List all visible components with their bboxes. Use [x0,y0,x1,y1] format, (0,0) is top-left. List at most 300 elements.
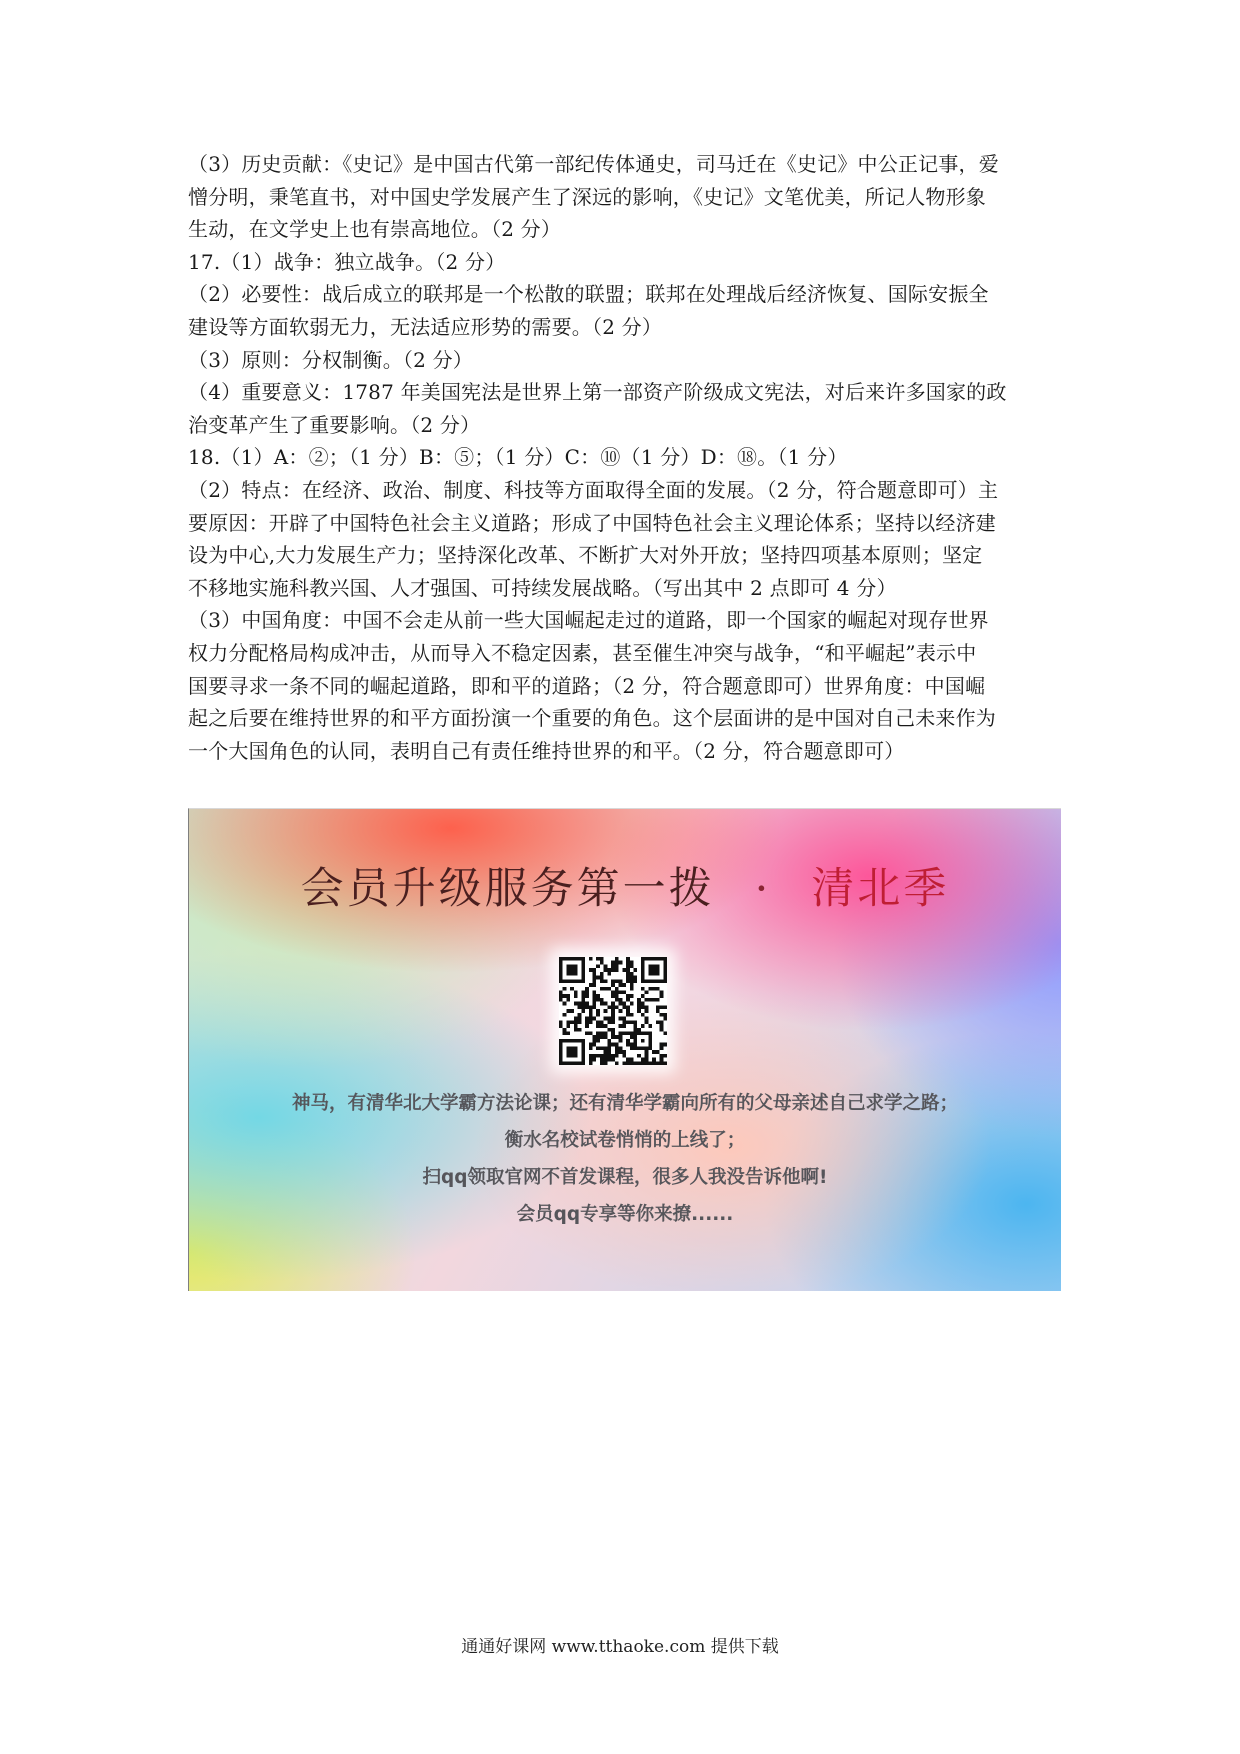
qr-module [566,1009,570,1013]
qr-module [637,1002,641,1006]
qr-module [633,1039,637,1043]
qr-module [660,1061,664,1065]
qr-module [585,987,589,991]
qr-module [633,1028,637,1032]
qr-module [596,1024,600,1028]
answer-line: 设为中心,大力发展生产力；坚持深化改革、不断扩大对外开放；坚持四项基本原则；坚定 [188,543,983,568]
qr-module [619,1009,623,1013]
qr-module [574,979,578,983]
qr-module [604,1046,608,1050]
qr-module [611,991,615,995]
qr-module [626,1005,630,1009]
qr-module [566,957,570,961]
qr-module [645,957,649,961]
qr-module [633,1020,637,1024]
qr-module [641,1031,645,1035]
qr-module [656,979,660,983]
qr-module [663,979,667,983]
qr-module [641,1005,645,1009]
qr-module [656,968,660,972]
answer-line: （2）必要性：战后成立的联邦是一个松散的联盟；联邦在处理战后经济恢复、国际安振全 [188,282,989,307]
qr-module [622,1054,626,1058]
qr-module [652,957,656,961]
qr-module [656,1061,660,1065]
qr-module [559,1024,563,1028]
qr-module [607,1043,611,1047]
qr-module [593,1035,597,1039]
qr-module [559,1043,563,1047]
qr-module [570,957,574,961]
qr-module [581,964,585,968]
qr-module [600,1054,604,1058]
qr-module [563,979,567,983]
promo-line: 会员qq专享等你来撩...... [516,1204,734,1225]
qr-module [604,968,608,972]
qr-module [615,994,619,998]
qr-module [611,1005,615,1009]
qr-module [604,1002,608,1006]
qr-module [574,968,578,972]
qr-module [641,1046,645,1050]
answer-line: 生动，在文学史上也有崇高地位。（2 分） [188,217,562,242]
qr-module [574,972,578,976]
promo-line: 扫qq领取官网不首发课程，很多人我没告诉他啊! [422,1167,828,1188]
qr-module [574,1039,578,1043]
qr-module [611,968,615,972]
qr-module [626,976,630,980]
qr-module [660,1054,664,1058]
qr-module [637,998,641,1002]
qr-module [611,1043,615,1047]
qr-module [607,1020,611,1024]
qr-module [566,964,570,968]
qr-module [656,964,660,968]
qr-module [604,1024,608,1028]
banner-title-tail: 清北季 [811,864,950,914]
qr-module [596,1013,600,1017]
answer-line: （2）特点：在经济、政治、制度、科技等方面取得全面的发展。（2 分，符合题意即可）主 [188,477,999,502]
qr-module [611,1058,615,1062]
qr-module [593,1054,597,1058]
qr-module [626,964,630,968]
qr-module [630,1035,634,1039]
promo-text [189,1085,1061,1233]
qr-module [630,961,634,965]
qr-module [641,1024,645,1028]
qr-module [663,957,667,961]
qr-module [637,1005,641,1009]
qr-module [578,1061,582,1065]
qr-module [559,1061,563,1065]
qr-module [581,1050,585,1054]
qr-module [600,979,604,983]
qr-module [663,1031,667,1035]
qr-module [559,964,563,968]
qr-module [663,1013,667,1017]
qr-module [581,1009,585,1013]
qr-module [589,1005,593,1009]
qr-module [581,968,585,972]
qr-module [589,1020,593,1024]
qr-module [596,957,600,961]
qr-module [570,1009,574,1013]
qr-module [611,1017,615,1021]
qr-module [619,1035,623,1039]
qr-module [622,991,626,995]
qr-module [574,1002,578,1006]
qr-module [626,1020,630,1024]
qr-module [563,1039,567,1043]
qr-module [630,1013,634,1017]
qr-module [596,976,600,980]
qr-module [570,964,574,968]
qr-module [600,972,604,976]
qr-module [570,987,574,991]
qr-module [578,1013,582,1017]
qr-module [604,1009,608,1013]
qr-module [630,972,634,976]
qr-module [559,957,563,961]
qr-module [563,1031,567,1035]
qr-module [626,1009,630,1013]
qr-module [652,964,656,968]
qr-module [663,1005,667,1009]
qr-module [615,968,619,972]
qr-module [574,1017,578,1021]
qr-module [566,998,570,1002]
qr-module [578,1020,582,1024]
qr-module [566,1020,570,1024]
qr-module [630,1046,634,1050]
qr-module [656,1009,660,1013]
qr-module [581,1039,585,1043]
qr-module [619,1050,623,1054]
qr-module [604,979,608,983]
qr-module [637,1054,641,1058]
qr-module [596,1054,600,1058]
qr-module [607,972,611,976]
qr-module [630,983,634,987]
qr-module [607,987,611,991]
qr-module [656,1020,660,1024]
qr-module [611,1054,615,1058]
qr-module [563,1013,567,1017]
qr-module [607,1005,611,1009]
qr-module [596,964,600,968]
qr-module [619,983,623,987]
qr-module [559,1050,563,1054]
qr-module [574,957,578,961]
qr-module [581,961,585,965]
qr-module [626,972,630,976]
answer-line: （3）历史贡献：《史记》是中国古代第一部纪传体通史，司马迁在《史记》中公正记事，爱 [188,152,999,176]
qr-module [581,979,585,983]
qr-module [641,976,645,980]
qr-module [619,991,623,995]
qr-module [581,1061,585,1065]
qr-module [641,1002,645,1006]
qr-module [593,1058,597,1062]
qr-module [600,1020,604,1024]
qr-module [593,972,597,976]
qr-module [559,972,563,976]
qr-module [600,987,604,991]
qr-module [596,1031,600,1035]
banner-title-separator: · [754,864,772,914]
qr-module [633,1061,637,1065]
qr-module [585,1031,589,1035]
qr-module [566,1046,570,1050]
qr-module [641,994,645,998]
qr-module [663,1043,667,1047]
qr-module [604,1061,608,1065]
qr-module [581,1043,585,1047]
qr-module [648,964,652,968]
qr-module [656,957,660,961]
qr-module [660,979,664,983]
qr-module [589,968,593,972]
qr-module [641,979,645,983]
qr-module [660,1005,664,1009]
qr-module [641,961,645,965]
qr-module [600,1046,604,1050]
qr-module [641,968,645,972]
qr-module [570,1039,574,1043]
qr-module [607,1058,611,1062]
qr-module [581,972,585,976]
qr-module [648,972,652,976]
qr-module [615,1061,619,1065]
qr-module [630,994,634,998]
qr-module [578,957,582,961]
qr-module [615,998,619,1002]
qr-module [630,964,634,968]
answer-text [188,148,1060,767]
qr-module [622,1017,626,1021]
answer-line: 建设等方面软弱无力，无法适应形势的需要。（2 分） [188,314,663,339]
qr-module [637,1031,641,1035]
qr-module [611,1035,615,1039]
answer-line: （4）重要意义：1787 年美国宪法是世界上第一部资产阶级成文宪法，对后来许多国家的政 [188,380,1007,405]
qr-module [578,1039,582,1043]
qr-module [585,1005,589,1009]
qr-module [570,1020,574,1024]
qr-module [604,1054,608,1058]
qr-module [645,1058,649,1062]
answer-line: 起之后要在维持世界的和平方面扮演一个重要的角色。这个层面讲的是中国对自己未来作为 [188,706,996,731]
qr-module [626,994,630,998]
qr-module [593,1005,597,1009]
qr-module [559,979,563,983]
qr-module [611,1002,615,1006]
qr-module [645,1005,649,1009]
qr-module [656,987,660,991]
qr-module [622,1002,626,1006]
qr-module [656,1005,660,1009]
qr-module [615,1054,619,1058]
qr-module [656,972,660,976]
qr-module [578,1002,582,1006]
qr-module [581,991,585,995]
qr-module [611,1009,615,1013]
qr-module [604,987,608,991]
qr-module [600,998,604,1002]
qr-module [633,1024,637,1028]
qr-module [596,1009,600,1013]
qr-module [656,1050,660,1054]
qr-module [607,968,611,972]
qr-module [652,998,656,1002]
qr-module [593,968,597,972]
qr-module [630,1031,634,1035]
qr-module [559,994,563,998]
qr-module [593,1017,597,1021]
qr-module [626,979,630,983]
qr-module [566,1061,570,1065]
answer-line: 17.（1）战争：独立战争。（2 分） [188,249,506,274]
qr-module [581,1002,585,1006]
qr-module [645,1061,649,1065]
qr-module [566,994,570,998]
qr-module [663,1054,667,1058]
qr-module [581,1046,585,1050]
qr-module [619,1017,623,1021]
qr-module [615,957,619,961]
qr-module [570,979,574,983]
qr-module [626,1031,630,1035]
qr-module [581,957,585,961]
qr-module [637,1046,641,1050]
qr-module [615,979,619,983]
qr-module [585,991,589,995]
qr-module [615,1050,619,1054]
qr-module [589,1013,593,1017]
qr-module [600,1058,604,1062]
qr-module [604,1017,608,1021]
qr-module [611,979,615,983]
qr-module [660,991,664,995]
qr-module [589,983,593,987]
qr-module [611,1013,615,1017]
qr-module [648,957,652,961]
qr-code[interactable] [559,957,667,1065]
qr-module [648,1046,652,1050]
qr-module [596,1039,600,1043]
qr-module [615,964,619,968]
qr-module [663,961,667,965]
qr-module [559,1020,563,1024]
answer-line: 国要寻求一条不同的崛起道路，即和平的道路；（2 分，符合题意即可）世界角度：中国崛 [188,673,986,698]
qr-module [596,1020,600,1024]
qr-module [633,1031,637,1035]
qr-module [596,998,600,1002]
qr-module [652,972,656,976]
qr-module [570,1050,574,1054]
qr-module [615,1046,619,1050]
qr-module [600,1031,604,1035]
qr-module [600,1002,604,1006]
answer-line: 一个大国角色的认同，表明自己有责任维持世界的和平。（2 分，符合题意即可） [188,738,905,763]
qr-module [622,1061,626,1065]
qr-module [563,957,567,961]
qr-module [559,1054,563,1058]
answer-line: 憎分明，秉笔直书，对中国史学发展产生了深远的影响，《史记》文笔优美，所记人物形象 [188,184,986,209]
qr-module [589,1058,593,1062]
qr-module [622,968,626,972]
qr-module [570,1046,574,1050]
qr-module [626,998,630,1002]
qr-module [574,964,578,968]
qr-module [600,1061,604,1065]
qr-module [630,1043,634,1047]
qr-module [574,1054,578,1058]
qr-module [633,979,637,983]
qr-module [660,1058,664,1062]
qr-module [660,1043,664,1047]
qr-module [652,1058,656,1062]
qr-module [566,1024,570,1028]
qr-module [559,991,563,995]
qr-module [633,1046,637,1050]
qr-module [622,1024,626,1028]
qr-module [652,979,656,983]
qr-module [570,972,574,976]
qr-module [637,1028,641,1032]
qr-module [652,968,656,972]
qr-module [593,976,597,980]
banner-title-main: 会员升级服务第一拨 [300,864,715,914]
qr-module [574,1046,578,1050]
qr-module [615,1043,619,1047]
qr-module [600,1024,604,1028]
qr-module [615,1005,619,1009]
qr-module [611,961,615,965]
qr-module [607,1039,611,1043]
qr-module [574,1050,578,1054]
qr-module [641,1061,645,1065]
qr-module [600,957,604,961]
promo-line: 衡水名校试卷悄悄的上线了； [504,1130,746,1151]
qr-module [615,987,619,991]
qr-module [622,1005,626,1009]
qr-module [611,1020,615,1024]
qr-module [607,1046,611,1050]
qr-module [660,1024,664,1028]
qr-module [574,1020,578,1024]
qr-module [626,961,630,965]
qr-module [663,976,667,980]
qr-module [566,972,570,976]
qr-module [630,987,634,991]
qr-module [626,1061,630,1065]
answer-line: 不移地实施科教兴国、人才强国、可持续发展战略。（写出其中 2 点即可 4 分） [188,575,897,600]
qr-module [626,1039,630,1043]
qr-module [626,1058,630,1062]
qr-module [559,998,563,1002]
qr-module [611,994,615,998]
qr-module [574,991,578,995]
qr-module [645,991,649,995]
qr-module [574,1024,578,1028]
qr-module [648,1043,652,1047]
qr-module [660,1013,664,1017]
qr-module [570,968,574,972]
qr-code-icon [559,957,667,1065]
banner-title [189,855,1061,916]
qr-module [585,1024,589,1028]
answer-line: 权力分配格局构成冲击，从而导入不稳定因素，甚至催生冲突与战争，“和平崛起”表示中 [188,640,977,665]
qr-module [660,957,664,961]
